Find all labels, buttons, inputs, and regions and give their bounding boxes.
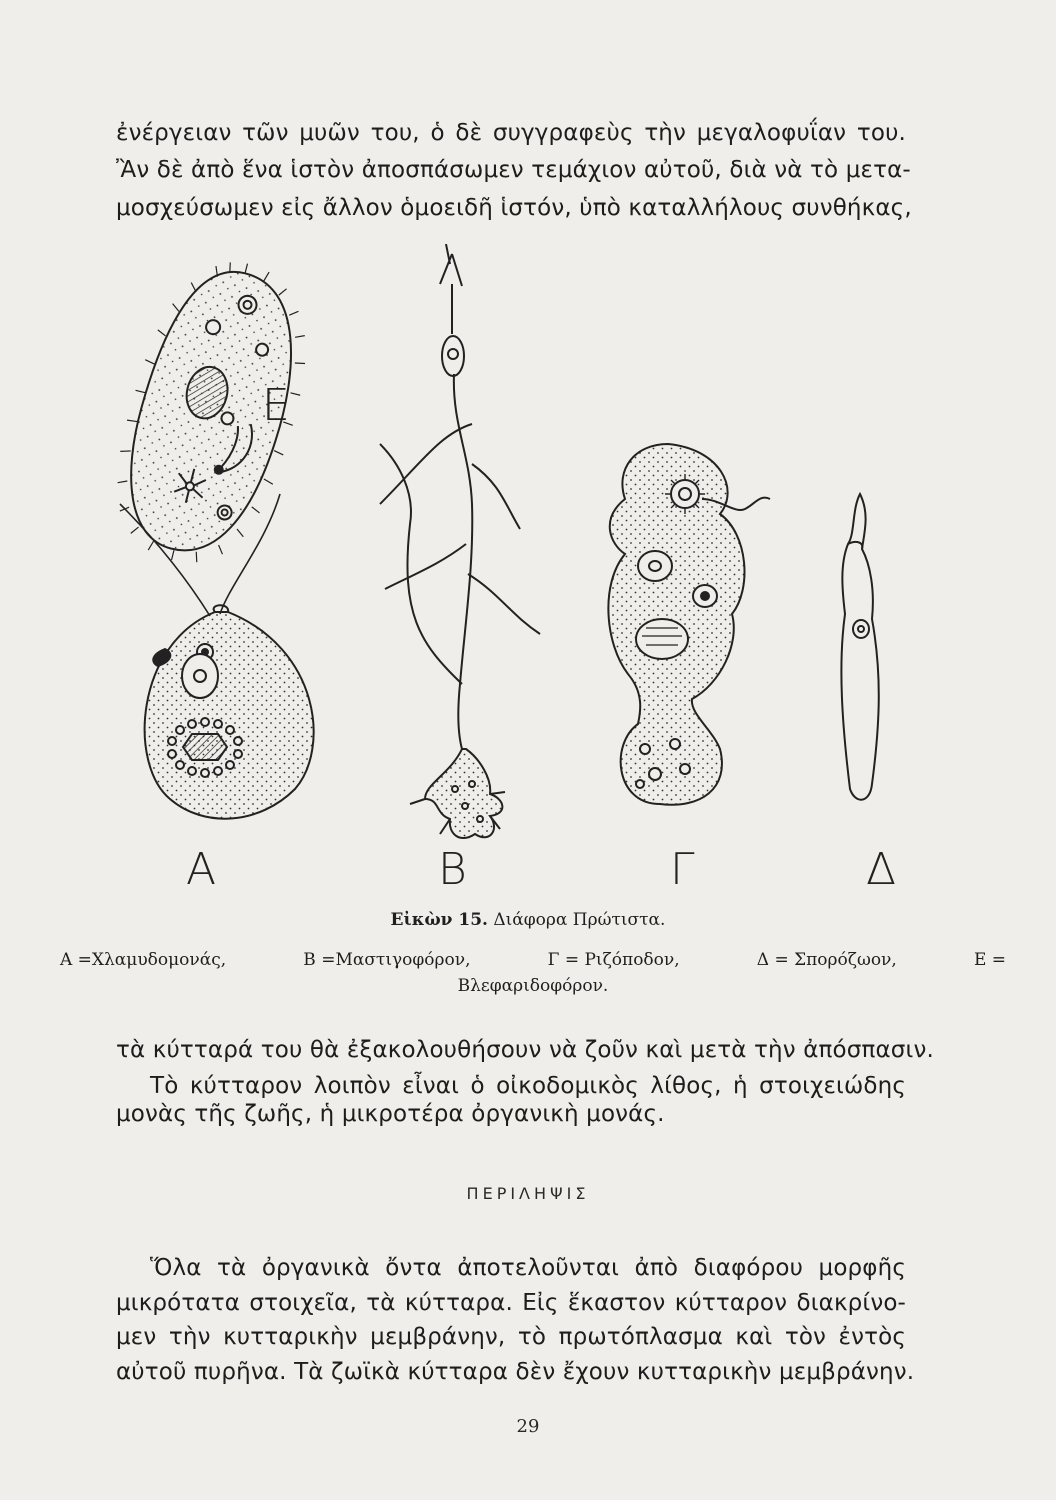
mastigophoron-drawing: [380, 244, 540, 838]
text-line: αὐτοῦ πυρῆνα. Τὰ ζωϊκὰ κύτταρα δὲν ἔχουν κυτταρικὴν μεμβράνην.: [116, 1359, 915, 1385]
figure-label-g: Γ: [670, 844, 695, 895]
legend-item: Ε =: [973, 950, 1006, 970]
page-number: 29: [516, 1416, 540, 1437]
legend-item: Βλεφαριδοφόρον.: [457, 976, 609, 996]
text-line: ἐνέργειαν τῶν μυῶν του, ὁ δὲ συγγραφεὺς τὴν μεγαλοφυΐαν του.: [116, 120, 906, 146]
text-line: μοσχεύσωμεν εἰς ἄλλον ὁμοειδῆ ἱστόν, ὑπὸ καταλλήλους συνθήκας,: [116, 195, 912, 221]
sporozoon-drawing: [841, 494, 878, 800]
figure-legend: [60, 947, 1006, 999]
protista-figure: [80, 244, 980, 894]
figure-caption: [0, 910, 1056, 930]
text-line: Ὅλα τὰ ὀργανικὰ ὄντα ἀποτελοῦνται ἀπὸ διαφόρου μορφῆς: [150, 1255, 906, 1281]
text-line: μεν τὴν κυτταρικὴν μεμβράνην, τὸ πρωτόπλασμα καὶ τὸν ἐντὸς: [116, 1324, 906, 1350]
text-line: μονὰς τῆς ζωῆς, ἡ μικροτέρα ὀργανικὴ μονάς.: [116, 1101, 665, 1127]
chlamydomonas-drawing: [120, 494, 314, 819]
paramecium-drawing: [97, 244, 328, 580]
text-line: Τὸ κύτταρον λοιπὸν εἶναι ὁ οἰκοδομικὸς λίθος, ἡ στοιχειώδης: [150, 1073, 906, 1099]
figure-caption-text: Διάφορα Πρώτιστα.: [493, 910, 666, 930]
legend-item: Α =Χλαμυδομονάς,: [60, 950, 227, 970]
figure-label-d: Δ: [866, 844, 897, 895]
figure-label-b: Β: [438, 844, 467, 895]
text-line: τὰ κύτταρά του θὰ ἐξακολουθήσουν νὰ ζοῦν καὶ μετὰ τὴν ἀπόσπασιν.: [116, 1037, 934, 1063]
rhizopod-drawing: [608, 444, 770, 805]
legend-item: Β =Μαστιγοφόρον,: [303, 950, 471, 970]
section-title: ΠΕΡΙΛΗΨΙΣ: [466, 1184, 590, 1203]
text-line: Ἂν δὲ ἀπὸ ἕνα ἱστὸν ἀποσπάσωμεν τεμάχιον αὐτοῦ, διὰ νὰ τὸ μετα-: [116, 157, 911, 183]
figure-label-a: Α: [186, 844, 217, 895]
legend-item: Γ = Ριζόποδον,: [547, 950, 680, 970]
figure-label-e: E: [262, 380, 290, 431]
figure-caption-number: Εἰκὼν 15.: [390, 910, 488, 930]
text-line: μικρότατα στοιχεῖα, τὰ κύτταρα. Εἰς ἕκαστον κύτταρον διακρίνο-: [116, 1290, 906, 1316]
legend-item: Δ = Σπορόζωον,: [756, 950, 897, 970]
